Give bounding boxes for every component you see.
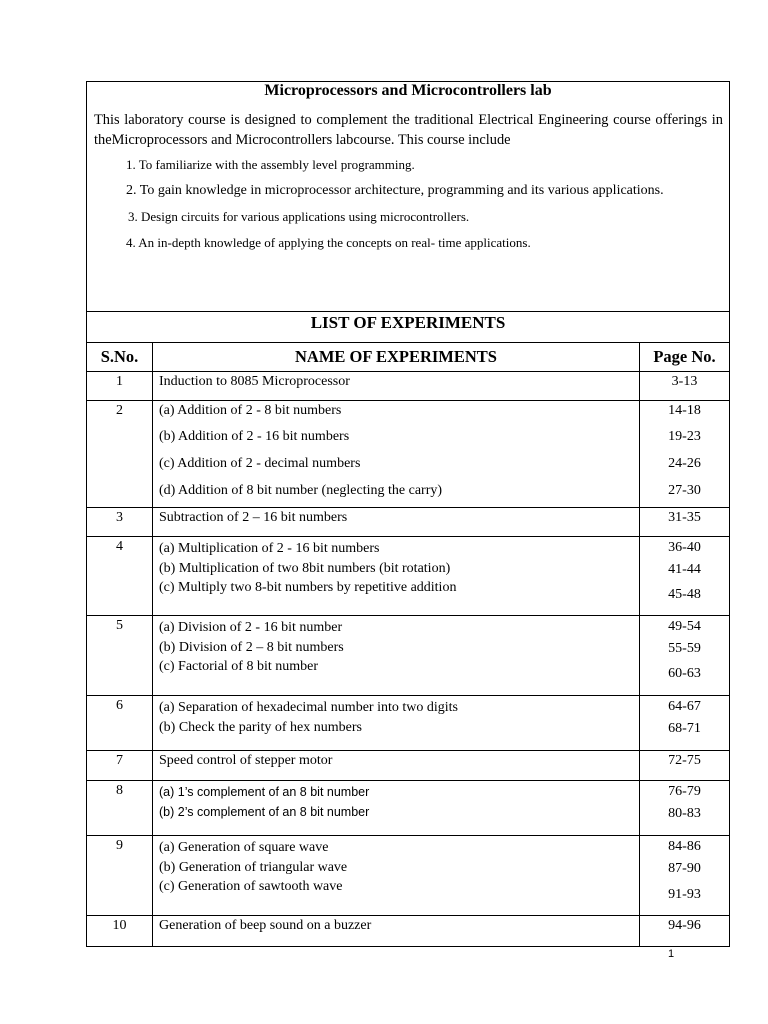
experiment-name: (c) Multiply two 8-bit numbers by repetitive addition (159, 580, 457, 595)
name-cell (153, 916, 640, 946)
experiment-name: Generation of beep sound on a buzzer (159, 918, 372, 933)
experiments-table (87, 343, 729, 946)
experiment-name: (a) Multiplication of 2 - 16 bit numbers (159, 541, 380, 556)
page-range: 94-96 (668, 918, 701, 933)
experiment-name: (b) Addition of 2 - 16 bit numbers (159, 429, 350, 444)
experiment-name: (b) 2’s complement of an 8 bit number (159, 804, 370, 819)
page-cell (640, 696, 730, 751)
table-row (87, 836, 729, 916)
sno-cell: 2 (87, 401, 153, 508)
name-cell (153, 616, 640, 696)
objective-1: 1. To familiarize with the assembly level programming. (126, 157, 415, 172)
table-row (87, 372, 729, 401)
intro-section (87, 82, 729, 312)
table-header-row (87, 343, 729, 372)
page-number: 1 (668, 948, 675, 960)
experiment-name: Subtraction of 2 – 16 bit numbers (159, 510, 348, 525)
table-row (87, 401, 729, 508)
experiment-name: (a) Division of 2 - 16 bit number (159, 620, 343, 635)
page-range: 24-26 (668, 456, 701, 471)
table-row (87, 616, 729, 696)
page-range: 36-40 (668, 540, 701, 555)
page-range: 60-63 (668, 666, 701, 681)
objective-2: 2. To gain knowledge in microprocessor architecture, programming and its various applications. (126, 183, 664, 198)
name-cell (153, 836, 640, 916)
table-row (87, 537, 729, 616)
experiment-name: (a) 1’s complement of an 8 bit number (159, 785, 370, 799)
experiment-name: (a) Generation of square wave (159, 840, 329, 855)
experiment-name: (b) Check the parity of hex numbers (159, 719, 362, 735)
intro-paragraph: This laboratory course is designed to complement the traditional Electrical Engineering course offerings in theMicroprocessors and Microcontrollers labcourse. This course include (94, 112, 723, 148)
name-cell (153, 508, 640, 537)
table-row (87, 696, 729, 751)
page-range: 31-35 (668, 510, 701, 525)
page-range: 72-75 (668, 753, 701, 768)
sno-cell: 9 (87, 836, 153, 916)
sno-cell: 8 (87, 781, 153, 836)
page-range: 41-44 (668, 562, 701, 577)
page-range: 84-86 (668, 839, 701, 854)
sno-cell: 1 (87, 372, 153, 401)
table-row (87, 751, 729, 781)
objective-4: 4. An in-depth knowledge of applying the concepts on real- time applications. (126, 235, 531, 250)
page-range: 87-90 (668, 861, 701, 876)
experiment-name: Speed control of stepper motor (159, 753, 333, 768)
experiment-name: Induction to 8085 Microprocessor (159, 374, 350, 389)
page-cell (640, 751, 730, 781)
page-range: 14-18 (668, 403, 701, 418)
page-range: 80-83 (668, 806, 701, 821)
page-range: 55-59 (668, 641, 701, 656)
name-cell (153, 372, 640, 401)
header-name: NAME OF EXPERIMENTS (153, 343, 640, 372)
lab-title: Microprocessors and Microcontrollers lab (264, 82, 552, 99)
page-cell (640, 508, 730, 537)
page-range: 3-13 (671, 374, 698, 389)
experiment-name: (b) Multiplication of two 8bit numbers (bit rotation) (159, 560, 451, 576)
page-cell (640, 372, 730, 401)
experiment-name: (a) Separation of hexadecimal number into two digits (159, 700, 458, 715)
page-range: 76-79 (668, 784, 701, 799)
page-range: 68-71 (668, 721, 701, 736)
page-cell (640, 616, 730, 696)
page-range: 27-30 (668, 483, 701, 498)
page-range: 19-23 (668, 429, 701, 444)
name-cell (153, 781, 640, 836)
experiment-name: (b) Division of 2 – 8 bit numbers (159, 639, 344, 655)
sno-cell: 6 (87, 696, 153, 751)
experiment-name: (c) Generation of sawtooth wave (159, 879, 343, 894)
name-cell (153, 537, 640, 616)
header-sno: S.No. (87, 343, 153, 372)
document-frame (86, 81, 730, 947)
page-cell (640, 916, 730, 946)
name-cell (153, 751, 640, 781)
sno-cell: 4 (87, 537, 153, 616)
sno-cell: 7 (87, 751, 153, 781)
table-row (87, 916, 729, 946)
page-range: 64-67 (668, 699, 701, 714)
page-range: 91-93 (668, 887, 701, 902)
experiment-name: (c) Factorial of 8 bit number (159, 659, 319, 674)
objective-3: 3. Design circuits for various applications using microcontrollers. (128, 209, 470, 224)
table-row (87, 508, 729, 537)
sno-cell: 3 (87, 508, 153, 537)
page-cell (640, 401, 730, 508)
page-cell (640, 781, 730, 836)
experiment-name: (b) Generation of triangular wave (159, 859, 348, 875)
page-cell (640, 836, 730, 916)
page-range: 49-54 (668, 619, 701, 634)
experiment-name: (c) Addition of 2 - decimal numbers (159, 456, 361, 471)
experiments-title: LIST OF EXPERIMENTS (87, 312, 729, 343)
page-cell (640, 537, 730, 616)
experiment-name: (a) Addition of 2 - 8 bit numbers (159, 403, 342, 418)
header-page: Page No. (653, 347, 716, 366)
experiment-name: (d) Addition of 8 bit number (neglecting the carry) (159, 483, 443, 498)
table-row (87, 781, 729, 836)
page-range: 45-48 (668, 587, 701, 602)
name-cell (153, 696, 640, 751)
sno-cell: 5 (87, 616, 153, 696)
sno-cell: 10 (87, 916, 153, 946)
name-cell (153, 401, 640, 508)
